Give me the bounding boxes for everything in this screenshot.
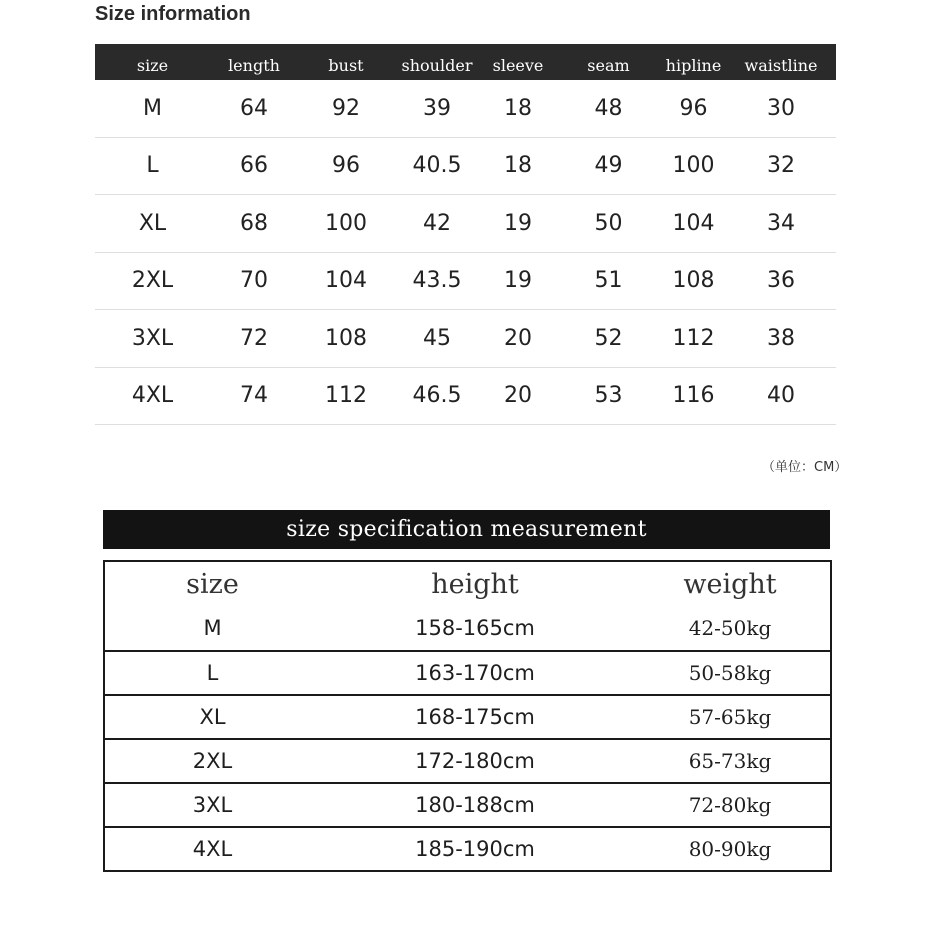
table-cell: 180-188cm bbox=[415, 793, 535, 817]
table-cell: 66 bbox=[240, 153, 268, 179]
table-cell: 158-165cm bbox=[415, 616, 535, 640]
spec-header-height: height bbox=[431, 568, 519, 600]
table-cell: 52 bbox=[594, 325, 623, 351]
table-row bbox=[95, 310, 836, 368]
table-cell: 51 bbox=[594, 268, 623, 294]
table-cell: 45 bbox=[423, 325, 451, 351]
table-cell: 53 bbox=[594, 383, 623, 409]
table-row bbox=[95, 80, 836, 138]
table-cell: 104 bbox=[672, 210, 715, 236]
size-specification-title: size specification measurement bbox=[103, 510, 830, 549]
table-cell: L bbox=[146, 153, 159, 179]
table-cell: 68 bbox=[240, 210, 268, 236]
table-row bbox=[105, 738, 830, 782]
table-cell: 96 bbox=[679, 95, 708, 121]
table-cell: 36 bbox=[767, 268, 795, 294]
table-cell: M bbox=[203, 616, 222, 640]
table-row bbox=[95, 138, 836, 196]
table-row bbox=[105, 826, 830, 870]
table-cell: 108 bbox=[325, 325, 367, 351]
table-cell: 18 bbox=[504, 95, 532, 121]
size-information-title: Size information bbox=[95, 3, 251, 25]
table-cell: 39 bbox=[423, 95, 451, 121]
table-cell: 3XL bbox=[192, 793, 233, 817]
table-cell: 163-170cm bbox=[415, 661, 535, 685]
table-cell: 116 bbox=[672, 383, 715, 409]
table-cell: XL bbox=[138, 210, 167, 236]
header-shoulder: shoulder bbox=[401, 56, 473, 75]
table-cell: 64 bbox=[240, 95, 268, 121]
header-hipline: hipline bbox=[665, 56, 722, 75]
table-cell: 74 bbox=[240, 383, 268, 409]
size-specification-table bbox=[103, 560, 832, 872]
table-cell: 96 bbox=[332, 153, 360, 179]
table-cell: M bbox=[143, 95, 162, 121]
header-waistline: waistline bbox=[744, 56, 818, 75]
table-cell: 38 bbox=[767, 325, 795, 351]
table-row bbox=[105, 606, 830, 650]
table-cell: 80-90kg bbox=[688, 837, 772, 861]
header-bust: bust bbox=[328, 56, 364, 75]
spec-header-size: size bbox=[186, 568, 239, 600]
size-information-table bbox=[95, 44, 836, 425]
table-cell: 19 bbox=[504, 210, 532, 236]
table-cell: 43.5 bbox=[412, 268, 462, 294]
table-row bbox=[105, 650, 830, 694]
table-cell: XL bbox=[199, 705, 226, 729]
table-cell: 20 bbox=[504, 383, 532, 409]
table-cell: 185-190cm bbox=[415, 837, 535, 861]
table-cell: 48 bbox=[594, 95, 623, 121]
table-row bbox=[95, 195, 836, 253]
spec-header-weight: weight bbox=[683, 568, 777, 600]
table-cell: 65-73kg bbox=[688, 749, 772, 773]
table-cell: 42 bbox=[423, 210, 451, 236]
table-cell: 4XL bbox=[131, 383, 174, 409]
table-cell: 112 bbox=[672, 325, 715, 351]
table-cell: 42-50kg bbox=[688, 616, 772, 640]
table-cell: 100 bbox=[325, 210, 367, 236]
table-cell: 50 bbox=[594, 210, 623, 236]
table-cell: 50-58kg bbox=[688, 661, 772, 685]
table-cell: 2XL bbox=[131, 268, 174, 294]
table-cell: 49 bbox=[594, 153, 623, 179]
table-cell: 70 bbox=[240, 268, 268, 294]
table-cell: 104 bbox=[325, 268, 367, 294]
header-length: length bbox=[228, 56, 280, 75]
table-row bbox=[95, 253, 836, 311]
table-cell: 100 bbox=[672, 153, 715, 179]
header-seam: seam bbox=[587, 56, 630, 75]
unit-note: （单位：CM） bbox=[762, 460, 848, 475]
table-cell: 30 bbox=[767, 95, 795, 121]
table-cell: 57-65kg bbox=[688, 705, 772, 729]
table-row bbox=[105, 694, 830, 738]
table-cell: 40 bbox=[767, 383, 795, 409]
header-size: size bbox=[136, 56, 169, 75]
header-sleeve: sleeve bbox=[492, 56, 544, 75]
table-cell: 32 bbox=[767, 153, 795, 179]
table-cell: 18 bbox=[504, 153, 532, 179]
table-cell: 46.5 bbox=[412, 383, 462, 409]
table-cell: L bbox=[206, 661, 219, 685]
size-table-header bbox=[95, 44, 836, 80]
table-cell: 112 bbox=[325, 383, 367, 409]
table-cell: 92 bbox=[332, 95, 360, 121]
table-cell: 40.5 bbox=[412, 153, 462, 179]
table-cell: 20 bbox=[504, 325, 532, 351]
table-cell: 19 bbox=[504, 268, 532, 294]
table-cell: 172-180cm bbox=[415, 749, 535, 773]
table-cell: 108 bbox=[672, 268, 715, 294]
table-cell: 72 bbox=[240, 325, 268, 351]
table-row bbox=[105, 782, 830, 826]
spec-table-header bbox=[105, 562, 830, 606]
table-cell: 72-80kg bbox=[688, 793, 772, 817]
table-cell: 34 bbox=[767, 210, 795, 236]
table-cell: 4XL bbox=[192, 837, 233, 861]
table-row bbox=[95, 368, 836, 426]
table-cell: 168-175cm bbox=[415, 705, 535, 729]
table-cell: 2XL bbox=[192, 749, 233, 773]
table-cell: 3XL bbox=[131, 325, 174, 351]
